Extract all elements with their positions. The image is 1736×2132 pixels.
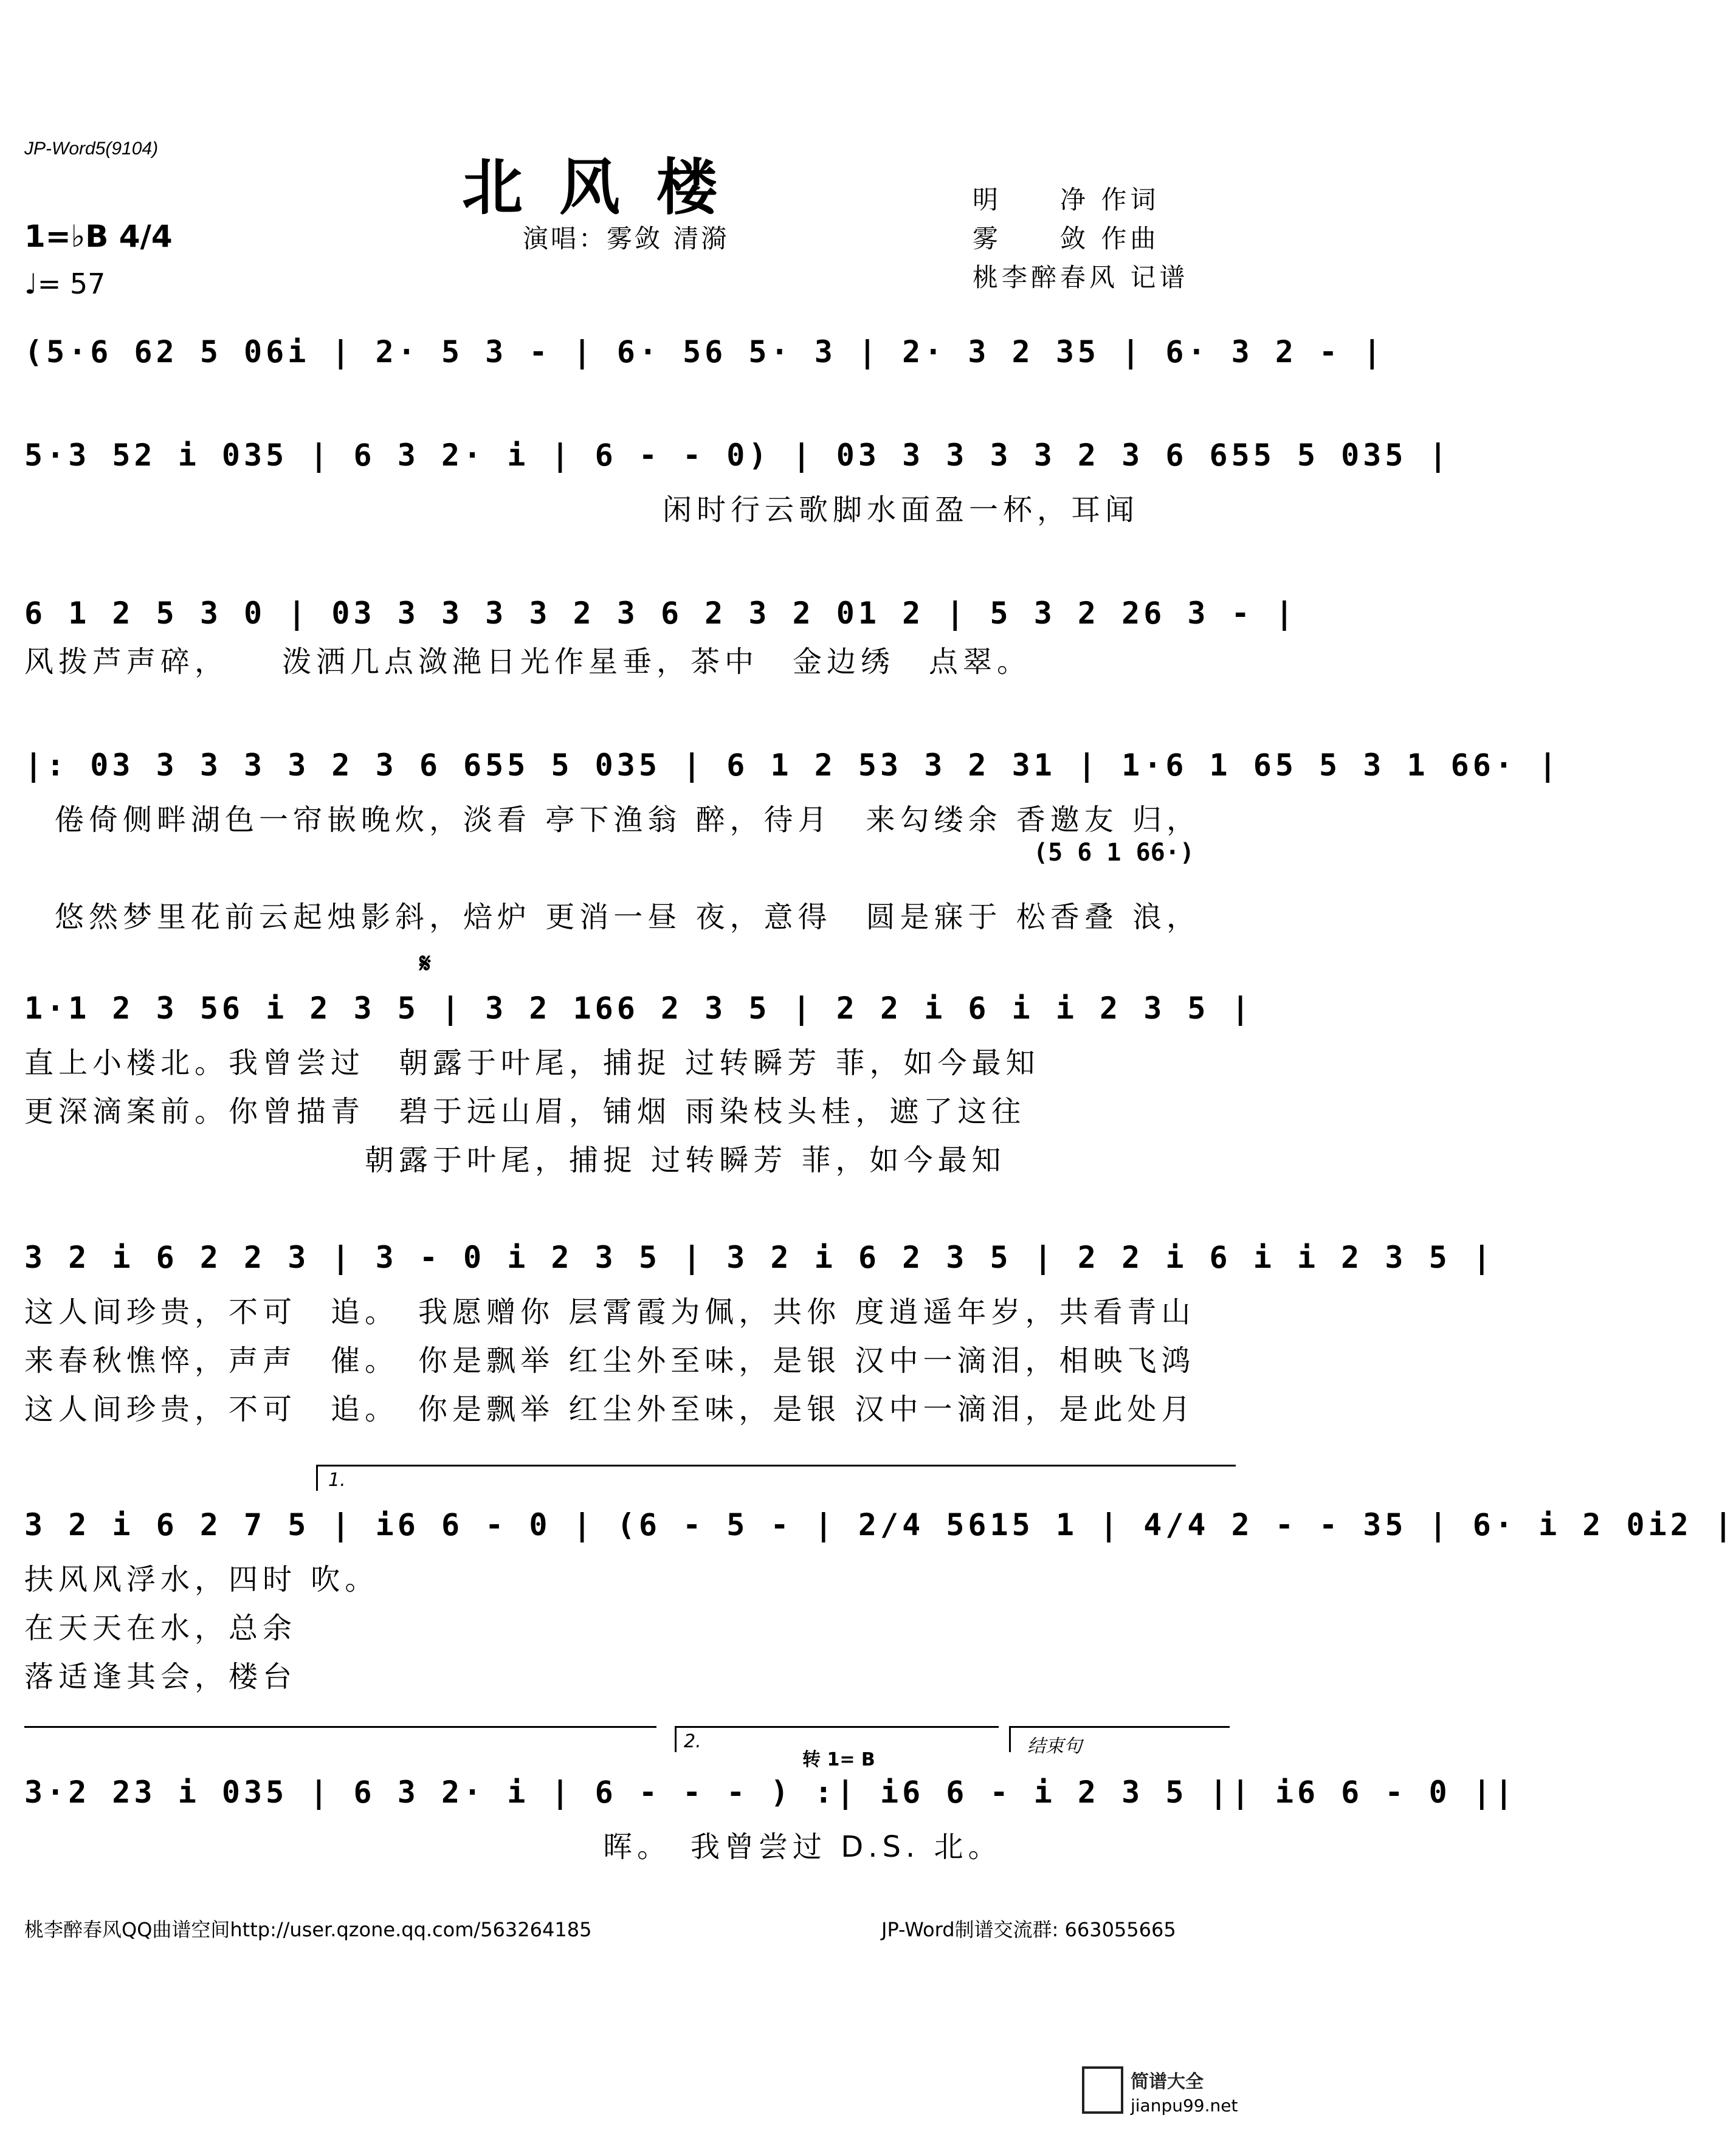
staff-notes: (5·6 62 5 06i | 2· 5 3 - | 6· 56 5· 3 | 2· 3 2 35 | 6· 3 2 - | — [24, 334, 1385, 370]
staff-1 — [24, 316, 1385, 401]
staff-notes: 3 2 i 6 2 2 3 | 3 - 0 i 2 3 5 | 3 2 i 6 2 3 5 | 2 2 i 6 i i 2 3 5 | — [24, 1240, 1495, 1275]
lyric-line: 朝露于叶尾，捕捉 过转瞬芳 菲，如今最知 — [24, 1143, 1006, 1177]
staff-notes: 3 2 i 6 2 7 5 | i6 6 - 0 | (6 - 5 - | 2/4 5615 1 | 4/4 2 - - 35 | 6· i 2 0i2 | — [24, 1507, 1736, 1542]
lyric-line: 风拨芦声碎， 泼洒几点潋滟日光作星垂，茶中 金边绣 点翠。 — [24, 645, 1032, 679]
lyric-line: 悠然梦里花前云起烛影斜，焙炉 更消一昼 夜，意得 圆是寐于 松香叠 浪， — [55, 900, 1201, 934]
composer-credit: 雾 敛 作曲 — [973, 224, 1160, 253]
volta-label: 1. — [328, 1470, 346, 1491]
lyric-line: 在天天在水，总余 — [24, 1611, 297, 1645]
staff-notes: 1·1 2 3 56 i 2 3 5 | 3 2 166 2 3 5 | 2 2 i 6 i i 2 3 5 | — [24, 991, 1253, 1026]
lyric-line: 落适逢其会，楼台 — [24, 1660, 297, 1694]
modulation-marking: 转 1= B — [802, 1749, 875, 1770]
volta-label: 2. — [684, 1731, 701, 1752]
lyric-line: 扶风风浮水，四时 吹。 — [24, 1563, 379, 1597]
lyric-line: 更深滴案前。你曾描青 碧于远山眉，铺烟 雨染枝头桂，遮了这往 — [24, 1095, 1026, 1129]
footer-right: JP-Word制谱交流群: 663055665 — [881, 1918, 1176, 1941]
site-logo-url: jianpu99.net — [1131, 2096, 1238, 2116]
key-signature: 1=♭B 4/4 — [24, 219, 173, 254]
lyric-line: 晖。 我曾尝过 D.S. 北。 — [24, 1830, 1002, 1864]
instrumental-aside: (5 6 1 66·) — [1033, 839, 1194, 867]
lyric-line: 倦倚侧畔湖色一帘嵌晚炊，淡看 亭下渔翁 醉，待月 来勾缕余 香邀友 归， — [55, 803, 1201, 837]
transcriber-credit: 桃李醉春风 记谱 — [973, 263, 1189, 292]
staff-notes: 3·2 23 i 035 | 6 3 2· i | 6 - - - ) :| i6 6 - i 2 3 5 || i6 6 - 0 || — [24, 1775, 1517, 1810]
staff-notes: 5·3 52 i 035 | 6 3 2· i | 6 - - 0) | 03 3 3 3 3 2 3 6 655 5 035 | — [24, 438, 1451, 473]
piano-logo-icon — [1082, 2066, 1123, 2114]
ending-label: 结束句 — [1027, 1736, 1082, 1757]
staff-notes: 6 1 2 5 3 0 | 03 3 3 3 3 2 3 6 2 3 2 01 2 | 5 3 2 26 3 - | — [24, 596, 1297, 631]
lyric-line: 来春秋憔悴，声声 催。 你是飘举 红尘外至味，是银 汉中一滴泪，相映飞鸿 — [24, 1344, 1196, 1378]
tempo-marking: ♩= 57 — [24, 267, 106, 300]
lyric-line: 这人间珍贵，不可 追。 我愿赠你 层霄霞为佩，共你 度逍遥年岁，共看青山 — [24, 1295, 1196, 1329]
site-logo-text: 简谱大全 — [1131, 2071, 1204, 2092]
lyric-line: 直上小楼北。我曾尝过 朝露于叶尾，捕捉 过转瞬芳 菲，如今最知 — [24, 1046, 1040, 1080]
lyric-line: 闲时行云歌脚水面盈一杯，耳闻 — [663, 493, 1140, 527]
segno-sign: 𝄋 — [419, 948, 431, 979]
singer-credit: 演唱：雾敛 清漪 — [523, 224, 729, 253]
staff-notes: |: 03 3 3 3 3 2 3 6 655 5 035 | 6 1 2 53 3 2 31 | 1·6 1 65 5 3 1 66· | — [24, 748, 1561, 783]
volta-continuation — [24, 1726, 656, 1728]
song-title: 北风楼 — [462, 151, 754, 223]
lyric-line: 这人间珍贵，不可 追。 你是飘举 红尘外至味，是银 汉中一滴泪，是此处月 — [24, 1392, 1196, 1426]
lyricist-credit: 明 净 作词 — [973, 185, 1160, 215]
volta-bracket-1 — [316, 1465, 1236, 1491]
software-label: JP-Word5(9104) — [24, 139, 159, 159]
footer-left: 桃李醉春风QQ曲谱空间http://user.qzone.qq.com/563264185 — [24, 1918, 592, 1941]
